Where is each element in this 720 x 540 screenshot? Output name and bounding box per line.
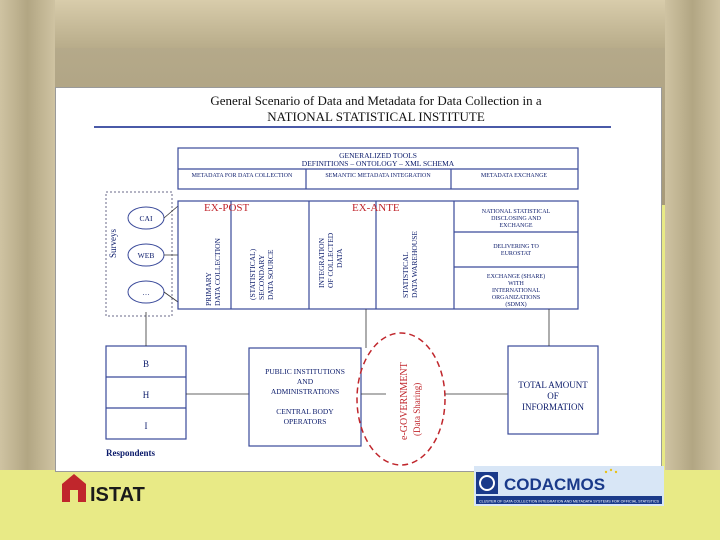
- output-3-line-4: ORGANIZATIONS: [491, 295, 541, 301]
- respondent-b: B: [142, 359, 150, 369]
- title-line-1: General Scenario of Data and Metadata for Data Collection in a: [210, 93, 542, 108]
- total-line-3: INFORMATION: [521, 402, 585, 412]
- total-line-1: TOTAL AMOUNT: [518, 380, 588, 390]
- column-left: [0, 0, 55, 470]
- output-3-line-3: INTERNATIONAL: [492, 288, 540, 294]
- diagram-frame: [55, 87, 662, 472]
- survey-arrows: [164, 206, 178, 302]
- column-4-line-2: DATA WAREHOUSE: [410, 231, 419, 298]
- egov-line-1: e-GOVERNMENT: [399, 362, 410, 440]
- column-2-line-2: SECONDARY: [257, 254, 266, 300]
- column-3-line-1: INTEGRATION: [317, 238, 326, 288]
- codacmos-logo-text: CODACMOS: [504, 475, 606, 494]
- output-3-line-5: (SDMX): [505, 302, 527, 308]
- public-line-4: CENTRAL BODY: [276, 407, 334, 416]
- surveys-label: Surveys: [108, 229, 118, 258]
- respondent-i: I: [144, 421, 148, 431]
- public-line-2: AND: [296, 377, 314, 386]
- respondents-label: Respondents: [106, 448, 156, 458]
- output-3-line-2: WITH: [508, 281, 524, 287]
- survey-web-label: WEB: [137, 251, 155, 260]
- column-2-line-3: DATA SOURCE: [266, 249, 275, 300]
- scenario-diagram: [56, 88, 661, 471]
- phase-ex-post: EX-POST: [204, 202, 250, 214]
- public-line-5: OPERATORS: [283, 417, 327, 426]
- column-right: [665, 0, 720, 470]
- istat-logo: [60, 470, 156, 504]
- tools-subheading: DEFINITIONS – ONTOLOGY – XML SCHEMA: [301, 159, 455, 168]
- column-3-line-2: OF COLLECTED: [326, 232, 335, 288]
- column-1-line-2: DATA COLLECTION: [213, 238, 222, 306]
- public-institutions-box: [249, 348, 361, 446]
- survey-other-label: …: [142, 288, 150, 297]
- column-capital: [0, 0, 720, 48]
- public-line-3: ADMINISTRATIONS: [270, 387, 340, 396]
- output-3-line-1: EXCHANGE (SHARE): [486, 274, 546, 280]
- survey-cai-label: CAI: [139, 214, 153, 223]
- column-4-line-1: STATISTICAL: [401, 251, 410, 298]
- output-1-line-3: EXCHANGE: [499, 223, 533, 229]
- column-2-line-1: (STATISTICAL): [248, 248, 257, 300]
- phase-ex-ante: EX-ANTE: [352, 202, 400, 214]
- codacmos-tagline: CLUSTER OF DATA COLLECTION INTEGRATION AND METADATA SYSTEMS FOR OFFICIAL STATISTICS: [479, 498, 660, 504]
- tools-cell-3: METADATA EXCHANGE: [480, 173, 548, 179]
- output-2-line-2: EUROSTAT: [500, 251, 532, 257]
- total-amount-box: [508, 346, 598, 434]
- codacmos-logo: [474, 466, 664, 506]
- output-1-line-2: DISCLOSING AND: [491, 216, 541, 222]
- tools-cell-1: METADATA FOR DATA COLLECTION: [191, 173, 293, 179]
- column-3-line-3: DATA: [335, 248, 344, 268]
- title-line-2: NATIONAL STATISTICAL INSTITUTE: [267, 109, 485, 124]
- respondent-h: H: [142, 390, 150, 400]
- tools-cell-2: SEMANTIC METADATA INTEGRATION: [325, 173, 431, 179]
- public-line-1: PUBLIC INSTITUTIONS: [265, 367, 345, 376]
- column-1-line-1: PRIMARY: [204, 272, 213, 306]
- output-1-line-1: NATIONAL STATISTICAL: [481, 209, 551, 215]
- egov-line-2: (Data Sharing): [412, 382, 422, 436]
- tools-heading: GENERALIZED TOOLS: [339, 151, 417, 160]
- total-line-2: OF: [547, 391, 559, 401]
- output-2-line-1: DELIVERING TO: [493, 244, 539, 250]
- istat-logo-text: ISTAT: [90, 484, 145, 504]
